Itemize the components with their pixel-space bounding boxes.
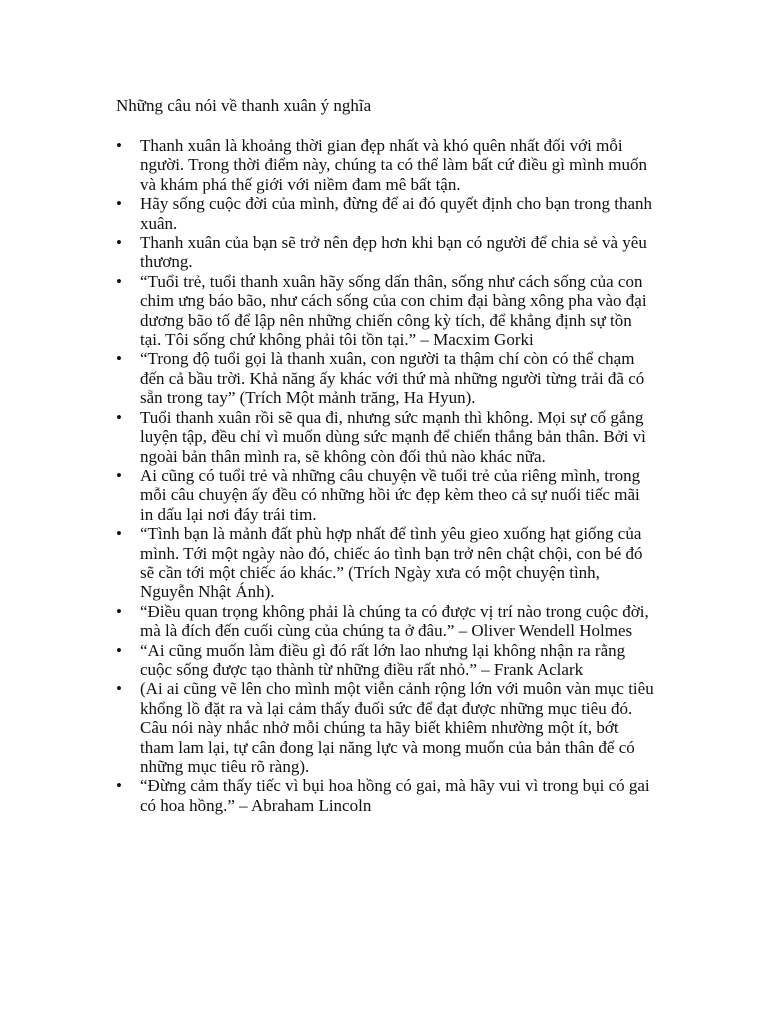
quote-list	[116, 136, 656, 815]
list-item-text: “Tuổi trẻ, tuổi thanh xuân hãy sống dấn thân, sống như cách sống của con chim ưng báo bão, như cách sống của con chim đại bàng xông pha vào đại dương bão tố để lập nên những chiến công kỳ tích, để khẳng định sự tồn tại. Tôi sống chứ không phải tôi tồn tại.” – Macxim Gorki	[140, 271, 647, 350]
list-item	[116, 407, 656, 466]
list-item	[116, 640, 656, 680]
bullet-icon: •	[116, 465, 122, 485]
list-item-text: Hãy sống cuộc đời của mình, đừng để ai đó quyết định cho bạn trong thanh xuân.	[140, 194, 653, 233]
list-item-text: Thanh xuân của bạn sẽ trở nên đẹp hơn khi bạn có người để chia sẻ và yêu thương.	[140, 233, 647, 272]
list-item-text: Tuổi thanh xuân rồi sẽ qua đi, nhưng sức mạnh thì không. Mọi sự cố gắng luyện tập, đều chỉ vì muốn dùng sức mạnh để chiến thắng bản thân. Bởi vì ngoài bản thân mình ra, sẽ không còn đối thủ nào khác nữa.	[140, 407, 646, 466]
list-item-text: “Trong độ tuổi gọi là thanh xuân, con người ta thậm chí còn có thể chạm đến cả bầu trời. Khả năng ấy khác với thứ mà những người từng trải đã có sẵn trong tay” (Trích Một mảnh trăng, Ha Hyun).	[140, 349, 645, 408]
list-item-text: “Ai cũng muốn làm điều gì đó rất lớn lao nhưng lại không nhận ra rằng cuộc sống được tạo thành từ những điều rất nhỏ.” – Frank Aclark	[140, 640, 626, 679]
bullet-icon: •	[116, 233, 122, 253]
list-item	[116, 465, 656, 524]
bullet-icon: •	[116, 776, 122, 796]
list-item	[116, 349, 656, 408]
list-item	[116, 136, 656, 194]
list-item	[116, 601, 656, 641]
list-item	[116, 776, 656, 815]
bullet-icon: •	[116, 136, 122, 155]
bullet-icon: •	[116, 601, 122, 621]
bullet-icon: •	[116, 407, 122, 427]
bullet-icon: •	[116, 194, 122, 214]
list-item-text: “Điều quan trọng không phải là chúng ta có được vị trí nào trong cuộc đời, mà là đích đến cuối cùng của chúng ta ở đâu.” – Oliver Wendell Holmes	[140, 601, 649, 641]
list-item	[116, 271, 656, 350]
list-item-text: “Tình bạn là mảnh đất phù hợp nhất để tình yêu gieo xuống hạt giống của mình. Tới một ngày nào đó, chiếc áo tình bạn trở nên chật chội, con bé đó sẽ cần tới một chiếc áo khác.” (Trích Ngày xưa có một chuyện tình, Nguyễn Nhật Ánh).	[140, 524, 643, 602]
bullet-icon: •	[116, 679, 122, 699]
list-item-text: Ai cũng có tuổi trẻ và những câu chuyện về tuổi trẻ của riêng mình, trong mỗi câu chuyện ấy đều có những hồi ức đẹp kèm theo cả sự nuối tiếc mãi in dấu lại nơi đáy trái tim.	[140, 465, 641, 524]
bullet-icon: •	[116, 640, 122, 660]
list-item	[116, 233, 656, 272]
list-item	[116, 524, 656, 602]
bullet-icon: •	[116, 271, 122, 291]
list-item-text: Thanh xuân là khoảng thời gian đẹp nhất và khó quên nhất đối với mỗi người. Trong thời điểm này, chúng ta có thể làm bất cứ điều gì mình muốn và khám phá thế giới với niềm đam mê bất tận.	[140, 136, 647, 194]
bullet-icon: •	[116, 349, 122, 369]
bullet-icon: •	[116, 524, 122, 544]
list-item	[116, 194, 656, 233]
list-item-text: (Ai ai cũng vẽ lên cho mình một viễn cảnh rộng lớn với muôn vàn mục tiêu khổng lồ đặt ra và lại cảm thấy đuối sức để đạt được những mục tiêu đó. Câu nói này nhắc nhở mỗi chúng ta hãy biết khiêm nhường một ít, bớt tham lam lại, tự cân đong lại năng lực và mong muốn của bản thân để có những mục tiêu rõ ràng).	[140, 679, 654, 776]
list-item	[116, 679, 656, 776]
page-title: Những câu nói về thanh xuân ý nghĩa	[116, 96, 372, 115]
list-item-text: “Đừng cảm thấy tiếc vì bụi hoa hồng có gai, mà hãy vui vì trong bụi có gai có hoa hồng.” – Abraham Lincoln	[140, 776, 650, 815]
